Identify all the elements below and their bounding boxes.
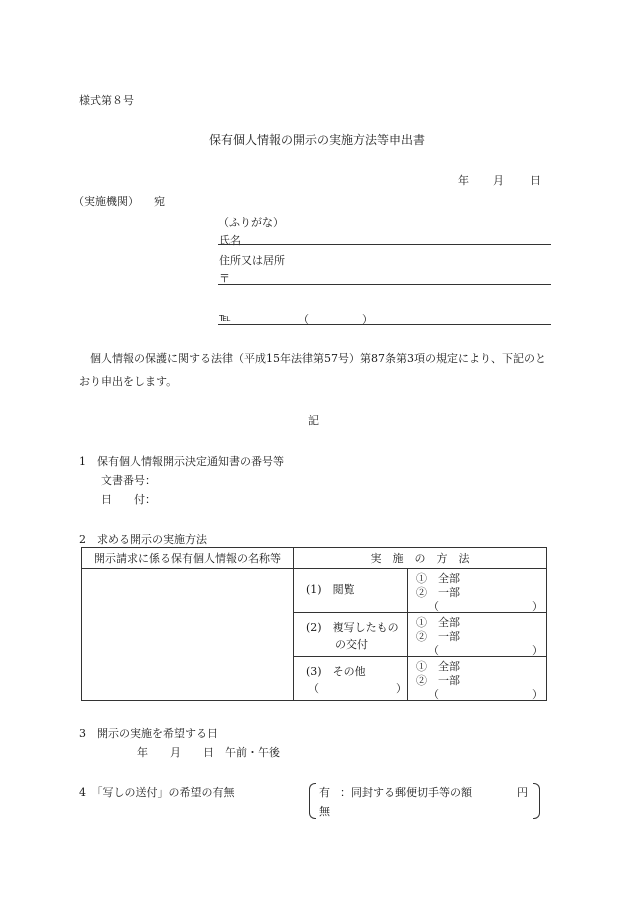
doc-date-label: 日 付： (101, 493, 156, 506)
left-bracket (309, 783, 316, 819)
option-all[interactable]: ① 全部 (416, 616, 460, 629)
postal-mark: 〒 (219, 272, 230, 285)
method-1-label: (1) 閲覧 (306, 583, 355, 596)
body-text-line1: 個人情報の保護に関する法律（平成15年法律第57号）第87条第3項の規定により、下記のと (90, 352, 546, 365)
name-field[interactable] (218, 244, 551, 245)
method-row-1 (294, 569, 408, 613)
method-3-options: ① 全部 ② 一部 （ ） (408, 657, 547, 701)
ki-heading: 記 (308, 414, 319, 427)
body-text-line2: おり申出をします。 (79, 375, 178, 388)
option-part[interactable]: ② 一部 (416, 586, 460, 599)
tel-paren-close: ） (362, 313, 373, 326)
tel-paren-open: （ (298, 313, 309, 326)
doc-number-label: 文書番号： (101, 474, 156, 487)
section1-heading: 1 保有個人情報開示決定通知書の番号等 (79, 455, 284, 468)
section2-heading: 2 求める開示の実施方法 (79, 533, 207, 546)
method-3-label: (3) その他 (306, 665, 366, 678)
mail-yes-detail: ：同封する郵便切手等の額 (340, 786, 472, 799)
addressee-agency: （実施機関） (73, 195, 139, 208)
furigana-label: （ふりがな） (218, 216, 284, 229)
method-2-options: ① 全部 ② 一部 （ ） (408, 613, 547, 657)
document-title: 保有個人情報の開示の実施方法等申出書 (209, 133, 426, 147)
mail-no-label[interactable]: 無 (319, 805, 330, 818)
address-label: 住所又は居所 (219, 254, 285, 267)
info-name-cell[interactable] (82, 569, 294, 701)
col-header-info-name: 開示請求に係る保有個人情報の名称等 (82, 548, 294, 569)
method-row-2 (294, 613, 408, 657)
method-row-3 (294, 657, 408, 701)
tel-label: ℡ (219, 311, 231, 324)
name-label: 氏名 (219, 234, 241, 247)
section3-heading: 3 開示の実施を希望する日 (79, 727, 218, 740)
desired-date-line[interactable]: 年 月 日 午前・午後 (137, 746, 280, 759)
date-year: 年 (458, 174, 469, 187)
date-month: 月 (493, 174, 504, 187)
date-day: 日 (530, 174, 541, 187)
option-all[interactable]: ① 全部 (416, 572, 460, 585)
option-part[interactable]: ② 一部 (416, 674, 460, 687)
address-field[interactable] (218, 284, 551, 285)
yen-label: 円 (517, 786, 528, 799)
tel-field[interactable] (218, 324, 551, 325)
option-all[interactable]: ① 全部 (416, 660, 460, 673)
method-table (81, 547, 547, 701)
method-2-label: (2) 複写したもの (306, 621, 399, 634)
right-bracket (533, 783, 540, 819)
mail-yes-label[interactable]: 有 (319, 786, 330, 799)
form-number: 様式第８号 (79, 94, 134, 107)
method-1-options: ① 全部 ② 一部 （ ） (408, 569, 547, 613)
col-header-method: 実 施 の 方 法 (294, 548, 547, 569)
option-part[interactable]: ② 一部 (416, 630, 460, 643)
section4-heading: 4 「写しの送付」の希望の有無 (79, 786, 235, 799)
method-2-label-cont: の交付 (335, 638, 368, 651)
method-3-other-detail[interactable]: （ ） (308, 682, 407, 695)
addressee-suffix: 宛 (154, 195, 165, 208)
